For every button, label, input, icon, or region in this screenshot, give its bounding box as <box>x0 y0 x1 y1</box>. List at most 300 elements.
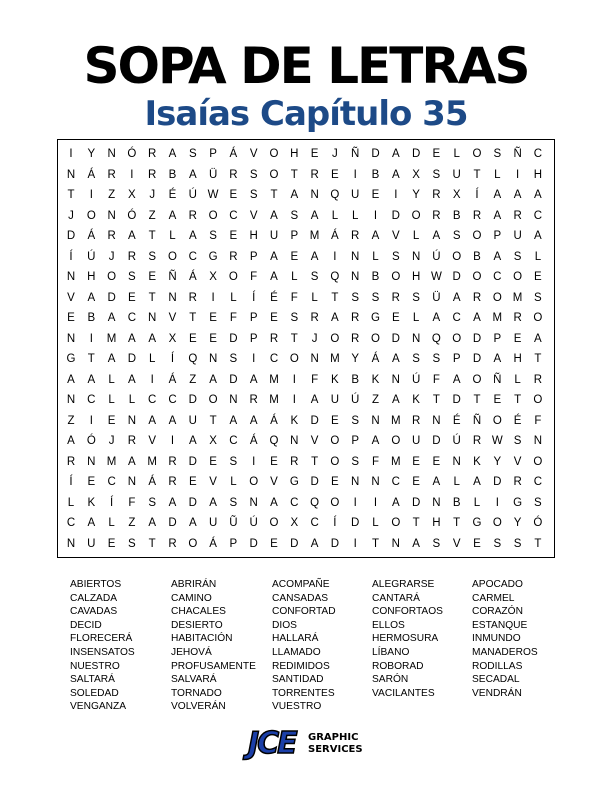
grid-letter: S <box>351 414 360 427</box>
grid-letter: S <box>534 291 542 304</box>
grid-letter: D <box>472 332 482 345</box>
grid-letter: Á <box>270 414 278 427</box>
grid-letter: O <box>208 209 218 222</box>
grid-letter: I <box>89 189 93 201</box>
grid-letter: V <box>310 435 319 447</box>
grid-letter: C <box>290 496 299 509</box>
grid-letter: Y <box>513 517 522 529</box>
grid-letter: H <box>533 168 543 181</box>
grid-letter: T <box>67 189 75 201</box>
grid-letter: S <box>432 353 441 365</box>
grid-letter: E <box>148 271 157 283</box>
grid-letter: R <box>168 476 177 488</box>
grid-letter: H <box>411 271 421 283</box>
grid-letter: D <box>452 394 461 406</box>
grid-row <box>58 308 554 328</box>
grid-letter: A <box>534 230 542 242</box>
word-item: CONFORTAD <box>272 606 336 618</box>
grid-letter: D <box>432 435 441 447</box>
word-item: HABITACIÓN <box>171 633 233 645</box>
grid-letter: E <box>432 148 441 160</box>
grid-letter: S <box>351 291 360 304</box>
grid-letter: K <box>412 394 420 406</box>
grid-letter: O <box>168 250 177 263</box>
grid-letter: S <box>290 209 299 222</box>
grid-letter: A <box>168 496 177 509</box>
word-item: CANSADAS <box>272 592 329 604</box>
grid-letter: I <box>495 496 499 509</box>
grid-letter: M <box>309 230 320 242</box>
grid-row <box>58 452 554 472</box>
word-column <box>171 578 256 714</box>
grid-letter: N <box>411 332 421 345</box>
grid-letter: C <box>229 435 238 447</box>
grid-letter: Z <box>67 414 75 427</box>
grid-letter: O <box>289 353 299 365</box>
grid-letter: T <box>311 455 319 468</box>
grid-letter: D <box>66 230 76 242</box>
word-item: ABRIRÁN <box>171 579 217 590</box>
grid-letter: T <box>209 414 217 427</box>
grid-letter: A <box>168 414 177 427</box>
grid-letter: R <box>188 291 197 304</box>
grid-letter: R <box>107 168 116 181</box>
grid-letter: S <box>249 168 258 181</box>
grid-letter: R <box>148 168 157 181</box>
grid-letter: S <box>148 250 157 263</box>
grid-letter: C <box>310 517 319 529</box>
grid-letter: D <box>188 394 197 406</box>
word-column <box>472 578 538 700</box>
grid-letter: X <box>412 168 420 181</box>
grid-letter: R <box>432 209 441 222</box>
grid-letter: C <box>107 476 116 488</box>
grid-letter: A <box>148 332 157 345</box>
grid-letter: Q <box>269 435 279 447</box>
grid-letter: U <box>351 189 360 201</box>
grid-letter: L <box>67 496 75 509</box>
grid-letter: D <box>310 476 319 488</box>
grid-letter: O <box>411 209 421 222</box>
grid-letter: T <box>453 517 461 529</box>
grid-letter: J <box>108 250 115 263</box>
grid-letter: A <box>452 373 461 386</box>
grid-letter: W <box>207 189 219 201</box>
grid-letter: O <box>492 517 502 529</box>
grid-letter: E <box>209 312 217 324</box>
grid-letter: F <box>229 312 237 324</box>
grid-letter: S <box>229 455 238 468</box>
grid-letter: N <box>168 291 177 304</box>
grid-letter: O <box>330 496 340 509</box>
grid-letter: Á <box>168 373 177 386</box>
grid-letter: N <box>66 168 76 181</box>
grid-letter: Á <box>148 476 157 488</box>
grid-letter: R <box>249 394 258 406</box>
grid-letter: J <box>332 148 338 160</box>
grid-letter: Í <box>170 353 175 365</box>
grid-letter: D <box>127 353 137 365</box>
grid-letter: V <box>513 455 522 468</box>
grid-letter: R <box>472 435 482 447</box>
grid-letter: L <box>412 230 420 242</box>
grid-letter: O <box>472 271 482 283</box>
grid-letter: S <box>412 291 420 304</box>
grid-letter: O <box>452 332 462 345</box>
grid-letter: N <box>371 476 380 488</box>
grid-letter: A <box>493 189 502 201</box>
grid-letter: F <box>250 271 258 283</box>
grid-letter: Y <box>412 189 420 201</box>
grid-letter: R <box>351 332 360 345</box>
grid-letter: A <box>270 209 278 222</box>
grid-letter: O <box>492 291 502 304</box>
grid-letter: L <box>108 373 115 386</box>
grid-letter: J <box>68 209 74 222</box>
grid-letter: E <box>270 312 278 324</box>
grid-letter: I <box>252 455 256 468</box>
grid-letter: T <box>148 537 156 550</box>
grid-letter: É <box>168 189 177 201</box>
word-item: LLAMADO <box>272 646 321 658</box>
grid-letter: Ñ <box>513 148 522 160</box>
grid-letter: A <box>128 332 136 345</box>
grid-letter: A <box>493 209 502 222</box>
grid-letter: H <box>432 517 441 529</box>
grid-letter: E <box>229 189 238 201</box>
grid-letter: A <box>310 250 319 263</box>
grid-letter: K <box>290 414 299 427</box>
grid-letter: X <box>209 271 217 283</box>
grid-letter: N <box>351 271 360 283</box>
grid-letter: I <box>170 435 175 447</box>
grid-letter: C <box>87 394 96 406</box>
grid-letter: O <box>208 394 218 406</box>
grid-letter: N <box>391 537 400 550</box>
grid-letter: N <box>127 414 137 427</box>
grid-letter: V <box>391 230 400 242</box>
grid-letter: A <box>107 353 116 365</box>
grid-letter: Í <box>69 476 73 488</box>
grid-letter: Ü <box>432 291 441 304</box>
grid-letter: A <box>148 414 157 427</box>
grid-letter: Í <box>109 496 114 509</box>
grid-letter: M <box>391 414 401 427</box>
grid-letter: R <box>513 209 522 222</box>
grid-letter: O <box>228 271 238 283</box>
grid-row <box>58 165 554 185</box>
grid-letter: E <box>67 312 75 324</box>
jce-logo <box>248 726 364 762</box>
grid-letter: S <box>513 250 522 263</box>
grid-letter: L <box>494 168 501 181</box>
grid-letter: A <box>432 476 441 488</box>
word-item: CORAZÓN <box>472 606 523 618</box>
grid-letter: Y <box>87 148 96 160</box>
grid-letter: W <box>491 435 503 447</box>
word-item: RODILLAS <box>472 660 523 672</box>
grid-letter: R <box>472 291 482 304</box>
grid-letter: A <box>391 496 400 509</box>
grid-letter: Z <box>108 189 116 201</box>
grid-letter: Q <box>188 353 198 365</box>
grid-letter: P <box>493 332 502 345</box>
word-item: TORRENTES <box>272 687 335 699</box>
grid-letter: A <box>371 230 380 242</box>
grid-letter: N <box>66 332 76 345</box>
grid-letter: V <box>168 312 177 324</box>
grid-letter: G <box>66 353 76 365</box>
grid-letter: A <box>310 209 319 222</box>
grid-letter: L <box>230 476 237 488</box>
grid-letter: P <box>229 537 238 550</box>
word-item: INMUNDO <box>472 633 521 645</box>
grid-letter: A <box>209 496 217 509</box>
grid-letter: A <box>188 230 197 242</box>
word-item: VENGANZA <box>70 701 127 713</box>
grid-letter: U <box>269 230 279 242</box>
grid-letter: C <box>148 394 157 406</box>
grid-letter: R <box>391 291 400 304</box>
grid-letter: N <box>351 250 360 263</box>
grid-letter: N <box>533 435 543 447</box>
grid-row <box>58 513 554 533</box>
grid-letter: S <box>513 537 522 550</box>
grid-letter: Y <box>351 353 360 365</box>
grid-letter: B <box>351 373 360 386</box>
grid-letter: A <box>128 373 136 386</box>
grid-letter: A <box>290 189 299 201</box>
grid-letter: Á <box>188 271 197 283</box>
grid-letter: Ñ <box>472 414 482 427</box>
grid-letter: C <box>493 271 502 283</box>
grid-letter: C <box>533 148 543 160</box>
grid-letter: E <box>290 250 299 263</box>
grid-letter: A <box>432 312 441 324</box>
grid-letter: N <box>148 312 157 324</box>
grid-letter: H <box>249 230 258 242</box>
grid-letter: O <box>533 394 543 406</box>
grid-letter: N <box>432 414 441 427</box>
grid-letter: M <box>106 332 117 345</box>
grid-letter: P <box>290 230 299 242</box>
word-item: CANTARÁ <box>372 592 420 604</box>
grid-letter: R <box>229 250 238 263</box>
grid-letter: I <box>89 414 93 427</box>
grid-letter: A <box>168 148 177 160</box>
grid-letter: R <box>432 189 441 201</box>
grid-letter: J <box>108 435 115 447</box>
grid-letter: A <box>270 271 278 283</box>
grid-letter: L <box>534 250 542 263</box>
grid-letter: I <box>89 332 93 345</box>
grid-row <box>58 493 554 513</box>
grid-letter: D <box>493 476 502 488</box>
grid-letter: E <box>310 148 319 160</box>
grid-letter: L <box>108 394 115 406</box>
grid-letter: Q <box>431 332 441 345</box>
word-column <box>70 578 135 714</box>
grid-letter: N <box>432 496 441 509</box>
grid-letter: S <box>534 496 542 509</box>
grid-letter: A <box>87 373 96 386</box>
grid-letter: L <box>412 312 420 324</box>
grid-letter: A <box>249 414 258 427</box>
grid-letter: S <box>128 271 136 283</box>
grid-letter: A <box>148 517 157 529</box>
grid-letter: P <box>493 230 502 242</box>
word-item: DIOS <box>272 619 297 631</box>
grid-letter: A <box>67 435 75 447</box>
grid-letter: D <box>391 332 400 345</box>
grid-letter: I <box>515 168 520 181</box>
grid-letter: D <box>229 332 238 345</box>
grid-letter: G <box>513 496 523 509</box>
grid-letter: D <box>310 414 319 427</box>
grid-letter: A <box>188 435 197 447</box>
grid-letter: Í <box>252 291 256 304</box>
grid-letter: L <box>169 230 176 242</box>
grid-letter: B <box>473 250 481 263</box>
grid-letter: Z <box>128 517 136 529</box>
grid-letter: E <box>412 455 420 468</box>
grid-letter: L <box>453 476 460 488</box>
grid-row <box>58 349 554 369</box>
word-item: PROFUSAMENTE <box>171 660 256 672</box>
grid-letter: J <box>311 332 318 345</box>
grid-letter: E <box>128 291 136 304</box>
grid-letter: A <box>412 537 420 550</box>
grid-letter: E <box>270 455 278 468</box>
word-item: NUESTRO <box>70 660 120 672</box>
grid-letter: L <box>311 291 318 304</box>
grid-row <box>58 185 554 205</box>
grid-letter: C <box>229 209 238 222</box>
grid-letter: S <box>128 537 136 550</box>
grid-letter: A <box>493 250 502 263</box>
grid-letter: T <box>270 189 278 201</box>
grid-letter: E <box>188 476 197 488</box>
grid-letter: A <box>188 517 197 529</box>
grid-letter: L <box>372 517 379 529</box>
word-item: SARÓN <box>372 674 409 686</box>
grid-letter: Ü <box>208 168 218 181</box>
grid-letter: I <box>130 168 134 181</box>
grid-letter: K <box>87 496 96 509</box>
grid-letter: I <box>373 496 378 509</box>
grid-letter: C <box>452 312 461 324</box>
grid-letter: S <box>391 250 400 263</box>
grid-letter: T <box>432 394 440 406</box>
grid-letter: R <box>168 455 177 468</box>
word-item: SOLEDAD <box>70 687 119 699</box>
grid-letter: W <box>430 271 442 283</box>
grid-letter: Í <box>69 250 73 263</box>
grid-letter: A <box>371 435 380 447</box>
grid-letter: E <box>331 476 339 488</box>
grid-row <box>58 431 554 451</box>
grid-letter: O <box>492 414 502 427</box>
grid-letter: X <box>290 517 299 529</box>
grid-letter: O <box>330 455 340 468</box>
word-item: ACOMPAÑE <box>272 579 330 590</box>
page-title: SOPA DE LETRAS <box>83 37 529 95</box>
grid-letter: K <box>331 373 339 386</box>
grid-letter: E <box>331 414 339 427</box>
grid-letter: T <box>290 168 298 181</box>
grid-letter: D <box>411 148 421 160</box>
grid-letter: N <box>371 414 380 427</box>
grid-letter: R <box>107 230 116 242</box>
grid-letter: B <box>371 168 380 181</box>
grid-letter: S <box>452 230 461 242</box>
grid-letter: F <box>311 373 319 386</box>
grid-letter: F <box>290 291 298 304</box>
grid-letter: V <box>67 291 75 304</box>
grid-letter: B <box>87 312 96 324</box>
grid-letter: F <box>534 414 542 427</box>
grid-letter: N <box>87 455 96 468</box>
word-item: REDIMIDOS <box>272 660 330 672</box>
grid-letter: N <box>351 476 360 488</box>
grid-letter: Ó <box>127 148 137 160</box>
word-item: CAVADAS <box>70 606 118 618</box>
grid-letter: A <box>452 291 461 304</box>
grid-letter: T <box>148 291 156 304</box>
grid-letter: Ũ <box>229 517 238 529</box>
grid-letter: Í <box>333 517 337 529</box>
grid-letter: D <box>411 496 421 509</box>
grid-letter: F <box>371 455 380 468</box>
grid-row <box>58 226 554 246</box>
grid-letter: O <box>391 271 401 283</box>
grid-letter: O <box>472 148 482 160</box>
grid-letter: É <box>270 291 278 304</box>
logo-line-2: SERVICES <box>308 744 363 755</box>
grid-letter: X <box>209 435 217 447</box>
grid-letter: Á <box>87 230 96 242</box>
grid-letter: N <box>107 148 116 160</box>
word-item: LÍBANO <box>372 646 410 658</box>
grid-letter: D <box>290 537 299 550</box>
grid-row <box>58 472 554 492</box>
grid-letter: Á <box>371 353 380 365</box>
grid-letter: A <box>209 373 217 386</box>
grid-letter: C <box>127 312 137 324</box>
grid-letter: R <box>229 168 238 181</box>
grid-letter: O <box>533 455 543 468</box>
grid-letter: T <box>412 517 420 529</box>
grid-letter: I <box>292 394 296 406</box>
grid-letter: H <box>87 271 96 283</box>
grid-letter: I <box>394 189 398 201</box>
grid-letter: A <box>391 168 400 181</box>
grid-letter: G <box>289 476 299 488</box>
grid-letter: E <box>107 537 116 550</box>
grid-letter: P <box>249 250 258 263</box>
word-item: ABIERTOS <box>70 579 122 590</box>
grid-letter: S <box>432 537 441 550</box>
grid-letter: Á <box>229 148 238 160</box>
logo-line-1: GRAPHIC <box>308 732 359 743</box>
grid-letter: M <box>492 312 503 324</box>
grid-letter: O <box>86 209 96 222</box>
grid-letter: Ñ <box>493 373 502 386</box>
grid-letter: Ú <box>188 189 197 201</box>
grid-letter: T <box>473 168 481 181</box>
grid-letter: M <box>269 394 279 406</box>
grid-letter: O <box>452 250 462 263</box>
